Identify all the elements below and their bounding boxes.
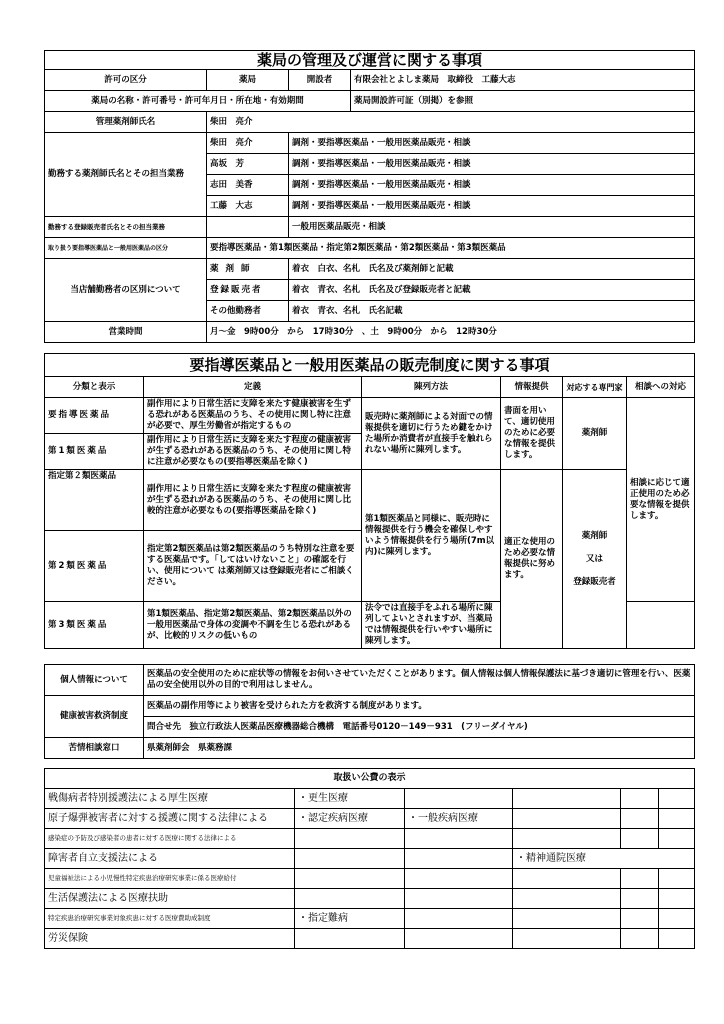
- expert-cell: 薬剤師: [563, 398, 627, 470]
- relief-value-1: 医薬品の副作用等により被害を受けられた方を救済する制度があります。: [144, 696, 695, 717]
- pharmacists-label: 勤務する薬剤師氏名とその担当業務: [45, 133, 207, 217]
- header-category: 分類と表示: [45, 377, 144, 398]
- fund-cell: [659, 889, 695, 909]
- display-cell: 第1類医薬品と同様に、販売時に情報提供を行う機会を確保しやすいよう情報提供を行う場所(7m以内)に陳列します。: [362, 470, 501, 602]
- pharmacist-duty: 調剤・要指導医薬品・一般用医薬品販売・相談: [289, 196, 695, 217]
- expert-or: 又は: [585, 553, 603, 564]
- fund-cell: [405, 889, 513, 909]
- relief-label: 健康被害救済制度: [45, 696, 144, 738]
- manager-label: 管理薬剤師氏名: [45, 112, 207, 133]
- fund-cell: [513, 829, 621, 849]
- expert-pharmacist: 薬剤師: [581, 530, 608, 541]
- law-cell: 労災保険: [45, 929, 295, 949]
- definition-cell: 第1類医薬品、指定第2類医薬品、第2類医薬品以外の一般用医薬品で身体の変調や不調を生じる恐れがあるが、比較的リスクの低いもの: [144, 602, 362, 649]
- fund-cell: ・認定疾病医療: [295, 809, 405, 829]
- pharmacist-name: 志田 美香: [207, 175, 289, 196]
- fund-cell: [513, 929, 621, 949]
- founder-value: 有限会社とよしま薬局 取締役 工藤大志: [351, 70, 695, 91]
- permit-type: 薬局: [207, 70, 289, 91]
- category-cell: 第2類医薬品: [45, 531, 144, 602]
- law-cell: 戦傷病者特別援護法による厚生医療: [45, 789, 295, 809]
- fund-cell: [621, 909, 659, 929]
- fund-cell: [621, 869, 659, 889]
- fund-cell: [659, 869, 695, 889]
- staff-role: 薬剤師: [207, 259, 289, 280]
- public-funds-table: [44, 768, 695, 949]
- header-info: 情報提供: [501, 377, 563, 398]
- pharmacy-management-table: [44, 50, 695, 343]
- handled-label: 取り扱う要指導医薬品と一般用医薬品の区分: [45, 238, 207, 259]
- header-display: 陳列方法: [362, 377, 501, 398]
- permit-label: 許可の区分: [45, 70, 207, 91]
- fund-cell: [513, 809, 621, 829]
- fund-cell: [621, 789, 659, 809]
- definition-cell: 副作用により日常生活に支障を来たす健康被害を生ずる恐れがある医薬品のうち、その使用に関し特に注意が必要で、厚生労働省が指定するもの: [144, 398, 362, 434]
- fund-cell: ・更生医療: [295, 789, 405, 809]
- consumer-info-table: [44, 664, 695, 759]
- expert-seller: 登録販売者: [573, 576, 616, 587]
- fund-cell: ・精神通院医療: [513, 849, 695, 869]
- definition-cell: 副作用により日常生活に支障を来たす程度の健康被害が生ずる恐れがある医薬品のうち、その使用に関し比較的注意が必要なもの(要指導医薬品を除く): [144, 470, 362, 531]
- fund-cell: [513, 869, 621, 889]
- expert-cell: [563, 470, 627, 649]
- header-consult: 相談への対応: [627, 377, 695, 398]
- hours-value: 月～金 9時00分 から 17時30分 、土 9時00分 から 12時30分: [207, 322, 695, 343]
- pharmacist-name: 高坂 芳: [207, 154, 289, 175]
- pharmacist-name: 柴田 亮介: [207, 133, 289, 154]
- fund-cell: [405, 869, 513, 889]
- registered-seller-label: 勤務する登録販売者氏名とその担当業務: [45, 217, 207, 238]
- manager-value: 柴田 亮介: [207, 112, 695, 133]
- pharmacist-name: 工藤 大志: [207, 196, 289, 217]
- fund-cell: [659, 909, 695, 929]
- fund-cell: ・指定難病: [295, 909, 405, 929]
- staff-attire: 着衣 白衣、名札 氏名及び薬剤師と記載: [289, 259, 695, 280]
- section2-title: 要指導医薬品と一般用医薬品の販売制度に関する事項: [45, 354, 695, 377]
- fund-cell: [405, 849, 513, 869]
- fund-cell: [659, 929, 695, 949]
- law-cell: 生活保護法による医療扶助: [45, 889, 295, 909]
- name-label: 薬局の名称・許可番号・許可年月日・所在地・有効期間: [45, 91, 351, 112]
- consult-cell: 相談に応じて適正使用のため必要な情報を提供します。: [627, 398, 695, 602]
- display-cell: 販売時に薬剤師による対面での情報提供を適切に行うため鍵をかけた場所か消費者が直接手を触れられない場所に陳列します。: [362, 398, 501, 470]
- hours-label: 営業時間: [45, 322, 207, 343]
- staff-label: 当店舗勤務者の区別について: [45, 259, 207, 322]
- law-cell: 児童福祉法による小児慢性特定疾患治療研究事業に係る医療給付: [45, 869, 295, 889]
- registered-seller-value: 一般用医薬品販売・相談: [289, 217, 695, 238]
- header-expert: 対応する専門家: [563, 377, 627, 398]
- definition-cell: 副作用により日常生活に支障を来たす程度の健康被害が生ずる恐れがある医薬品のうち、その使用に関し特に注意が必要なもの(要指導医薬品を除く): [144, 434, 362, 470]
- registered-seller-name: [207, 217, 289, 238]
- law-cell: 特定疾患治療研究事業対象疾患に対する医療費助成制度: [45, 909, 295, 929]
- law-cell: 障害者自立支援法による: [45, 849, 295, 869]
- fund-cell: [513, 889, 621, 909]
- fund-cell: [295, 929, 405, 949]
- fund-cell: [295, 889, 405, 909]
- otc-sales-system-table: [44, 353, 695, 649]
- fund-cell: [405, 789, 513, 809]
- fund-cell: [659, 809, 695, 829]
- category-cell: 第3類医薬品: [45, 602, 144, 649]
- info-cell: 適正な使用のため必要な情報提供に努めます。: [501, 470, 563, 649]
- fund-cell: [513, 789, 621, 809]
- fund-cell: [621, 829, 659, 849]
- founder-label: 開設者: [289, 70, 351, 91]
- fund-cell: [659, 829, 695, 849]
- privacy-value: 医薬品の安全使用のために症状等の情報をお伺いさせていただくことがあります。個人情報は個人情報保護法に基づき適切に管理を行い、医薬品の安全使用以外の目的で利用はしません。: [144, 665, 695, 696]
- law-cell: 感染症の予防及び感染者の患者に対する医療に関する法律による: [45, 829, 295, 849]
- info-cell: 書面を用いて、適切使用のために必要な情報を提供します。: [501, 398, 563, 470]
- category-cell: 指定第２類医薬品: [45, 470, 144, 531]
- category-cell: 要指導医薬品: [45, 398, 144, 434]
- fund-cell: [405, 929, 513, 949]
- fund-cell: [621, 929, 659, 949]
- fund-cell: [295, 849, 405, 869]
- pharmacist-duty: 調剤・要指導医薬品・一般用医薬品販売・相談: [289, 154, 695, 175]
- fund-cell: [405, 909, 513, 929]
- fund-cell: [295, 869, 405, 889]
- law-cell: 原子爆弾被害者に対する援護に関する法律による: [45, 809, 295, 829]
- fund-cell: [659, 789, 695, 809]
- complaint-value: 県薬剤師会 県薬務課: [144, 738, 695, 759]
- handled-value: 要指導医薬品・第1類医薬品・指定第2類医薬品・第2類医薬品・第3類医薬品: [207, 238, 695, 259]
- pharmacist-duty: 調剤・要指導医薬品・一般用医薬品販売・相談: [289, 175, 695, 196]
- relief-value-2: 問合せ先 独立行政法人医薬品医療機器総合機構 電話番号0120－149－931 (フリーダイヤル): [144, 717, 695, 738]
- fund-cell: [295, 829, 405, 849]
- definition-cell: 指定第2類医薬品は第2類医薬品のうち特別な注意を要する医薬品です。「してはいけないこと」の確認を行い、使用について は薬剤師又は登録販売者にご相談ください。: [144, 531, 362, 602]
- complaint-label: 苦情相談窓口: [45, 738, 144, 759]
- header-definition: 定義: [144, 377, 362, 398]
- pharmacist-duty: 調剤・要指導医薬品・一般用医薬品販売・相談: [289, 133, 695, 154]
- fund-cell: [621, 809, 659, 829]
- fund-cell: [621, 889, 659, 909]
- fund-cell: ・一般疾病医療: [405, 809, 513, 829]
- staff-attire: 着衣 青衣、名札 氏名及び登録販売者と記載: [289, 280, 695, 301]
- name-value: 薬局開設許可証（別掲）を参照: [351, 91, 695, 112]
- staff-attire: 着衣 青衣、名札 氏名記載: [289, 301, 695, 322]
- category-cell: 第1類医薬品: [45, 434, 144, 470]
- privacy-label: 個人情報について: [45, 665, 144, 696]
- fund-cell: [405, 829, 513, 849]
- display-cell: 法令では直接手をふれる場所に陳列してよいとされますが、当薬局では情報提供を行いやすい場所に陳列します。: [362, 602, 501, 649]
- section1-title: 薬局の管理及び運営に関する事項: [45, 51, 695, 70]
- consult-empty-cell: [627, 602, 695, 649]
- section4-title: 取扱い公費の表示: [45, 769, 695, 789]
- staff-role: 登録販売者: [207, 280, 289, 301]
- staff-role: その他勤務者: [207, 301, 289, 322]
- fund-cell: [513, 909, 621, 929]
